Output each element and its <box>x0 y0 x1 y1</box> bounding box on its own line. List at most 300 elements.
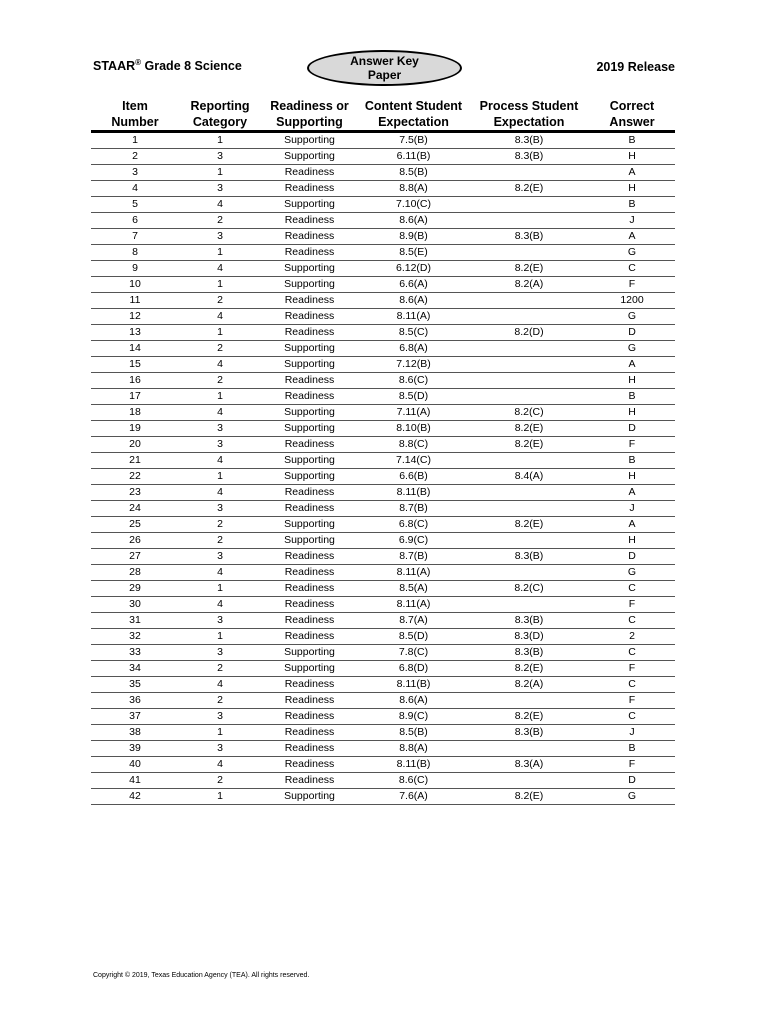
cell-readiness-supporting: Supporting <box>261 277 358 293</box>
table-row <box>91 549 675 565</box>
cell-process-expectation: 8.2(A) <box>469 277 589 293</box>
cell-content-expectation: 8.6(A) <box>358 293 469 309</box>
table-row <box>91 132 675 149</box>
cell-item-number: 7 <box>91 229 179 245</box>
cell-item-number: 12 <box>91 309 179 325</box>
table-row <box>91 741 675 757</box>
cell-readiness-supporting: Readiness <box>261 309 358 325</box>
cell-correct-answer: F <box>589 693 675 709</box>
cell-process-expectation: 8.3(B) <box>469 549 589 565</box>
cell-correct-answer: B <box>589 453 675 469</box>
cell-item-number: 9 <box>91 261 179 277</box>
cell-content-expectation: 8.6(C) <box>358 773 469 789</box>
table-row <box>91 581 675 597</box>
cell-correct-answer: A <box>589 357 675 373</box>
cell-process-expectation <box>469 213 589 229</box>
cell-correct-answer: D <box>589 773 675 789</box>
table-row <box>91 453 675 469</box>
cell-content-expectation: 7.10(C) <box>358 197 469 213</box>
cell-correct-answer: H <box>589 149 675 165</box>
table-body <box>91 132 675 805</box>
cell-content-expectation: 8.7(A) <box>358 613 469 629</box>
cell-readiness-supporting: Readiness <box>261 709 358 725</box>
cell-reporting-category: 3 <box>179 549 261 565</box>
cell-readiness-supporting: Readiness <box>261 437 358 453</box>
cell-reporting-category: 1 <box>179 789 261 805</box>
answer-key-badge <box>307 50 462 86</box>
cell-process-expectation: 8.2(E) <box>469 421 589 437</box>
cell-item-number: 19 <box>91 421 179 437</box>
cell-item-number: 15 <box>91 357 179 373</box>
cell-item-number: 34 <box>91 661 179 677</box>
cell-correct-answer: A <box>589 485 675 501</box>
cell-reporting-category: 1 <box>179 165 261 181</box>
table-row <box>91 533 675 549</box>
cell-correct-answer: C <box>589 709 675 725</box>
cell-process-expectation <box>469 357 589 373</box>
cell-reporting-category: 4 <box>179 485 261 501</box>
cell-item-number: 28 <box>91 565 179 581</box>
cell-correct-answer: B <box>589 741 675 757</box>
cell-item-number: 4 <box>91 181 179 197</box>
cell-readiness-supporting: Readiness <box>261 725 358 741</box>
cell-content-expectation: 8.11(B) <box>358 757 469 773</box>
cell-item-number: 11 <box>91 293 179 309</box>
answer-key-table <box>91 96 675 805</box>
cell-content-expectation: 6.12(D) <box>358 261 469 277</box>
cell-item-number: 20 <box>91 437 179 453</box>
cell-readiness-supporting: Supporting <box>261 357 358 373</box>
cell-readiness-supporting: Readiness <box>261 757 358 773</box>
cell-readiness-supporting: Supporting <box>261 469 358 485</box>
cell-item-number: 31 <box>91 613 179 629</box>
table-row <box>91 597 675 613</box>
cell-reporting-category: 2 <box>179 517 261 533</box>
table-row <box>91 565 675 581</box>
badge-line2: Paper <box>367 68 402 82</box>
cell-reporting-category: 4 <box>179 405 261 421</box>
cell-reporting-category: 1 <box>179 245 261 261</box>
table-row <box>91 677 675 693</box>
cell-readiness-supporting: Readiness <box>261 565 358 581</box>
cell-content-expectation: 8.11(A) <box>358 309 469 325</box>
table-row <box>91 277 675 293</box>
test-title: STAAR® Grade 8 Science <box>93 58 242 74</box>
cell-readiness-supporting: Supporting <box>261 341 358 357</box>
cell-correct-answer: C <box>589 677 675 693</box>
cell-process-expectation <box>469 453 589 469</box>
table-row <box>91 245 675 261</box>
cell-item-number: 32 <box>91 629 179 645</box>
cell-reporting-category: 2 <box>179 661 261 677</box>
cell-reporting-category: 3 <box>179 149 261 165</box>
cell-process-expectation: 8.3(B) <box>469 229 589 245</box>
cell-item-number: 23 <box>91 485 179 501</box>
document-header <box>93 50 675 90</box>
cell-item-number: 36 <box>91 693 179 709</box>
cell-process-expectation: 8.2(C) <box>469 581 589 597</box>
cell-reporting-category: 4 <box>179 453 261 469</box>
cell-content-expectation: 6.8(D) <box>358 661 469 677</box>
cell-correct-answer: A <box>589 229 675 245</box>
cell-readiness-supporting: Readiness <box>261 581 358 597</box>
cell-content-expectation: 7.14(C) <box>358 453 469 469</box>
cell-readiness-supporting: Supporting <box>261 405 358 421</box>
cell-readiness-supporting: Supporting <box>261 453 358 469</box>
table-row <box>91 293 675 309</box>
cell-reporting-category: 4 <box>179 357 261 373</box>
cell-correct-answer: A <box>589 165 675 181</box>
cell-reporting-category: 3 <box>179 501 261 517</box>
cell-reporting-category: 2 <box>179 213 261 229</box>
cell-reporting-category: 4 <box>179 197 261 213</box>
cell-content-expectation: 6.11(B) <box>358 149 469 165</box>
cell-reporting-category: 1 <box>179 581 261 597</box>
cell-process-expectation: 8.3(B) <box>469 725 589 741</box>
cell-reporting-category: 4 <box>179 565 261 581</box>
cell-content-expectation: 8.9(C) <box>358 709 469 725</box>
cell-content-expectation: 8.5(C) <box>358 325 469 341</box>
cell-content-expectation: 7.11(A) <box>358 405 469 421</box>
cell-process-expectation <box>469 197 589 213</box>
table-header-row <box>91 96 675 132</box>
cell-item-number: 21 <box>91 453 179 469</box>
cell-process-expectation: 8.2(A) <box>469 677 589 693</box>
table-row <box>91 213 675 229</box>
table-row <box>91 181 675 197</box>
cell-process-expectation <box>469 293 589 309</box>
cell-item-number: 42 <box>91 789 179 805</box>
header-process-expectation: Process Student Expectation <box>469 96 589 132</box>
cell-reporting-category: 1 <box>179 629 261 645</box>
cell-readiness-supporting: Supporting <box>261 261 358 277</box>
cell-process-expectation: 8.4(A) <box>469 469 589 485</box>
cell-process-expectation <box>469 165 589 181</box>
cell-process-expectation: 8.3(B) <box>469 149 589 165</box>
table-row <box>91 629 675 645</box>
cell-readiness-supporting: Supporting <box>261 197 358 213</box>
cell-item-number: 3 <box>91 165 179 181</box>
cell-process-expectation: 8.2(E) <box>469 517 589 533</box>
table-row <box>91 341 675 357</box>
cell-item-number: 40 <box>91 757 179 773</box>
cell-item-number: 26 <box>91 533 179 549</box>
cell-content-expectation: 8.11(A) <box>358 597 469 613</box>
cell-item-number: 39 <box>91 741 179 757</box>
cell-content-expectation: 8.5(D) <box>358 389 469 405</box>
cell-content-expectation: 8.11(A) <box>358 565 469 581</box>
cell-reporting-category: 2 <box>179 533 261 549</box>
table-row <box>91 469 675 485</box>
cell-process-expectation <box>469 693 589 709</box>
cell-process-expectation <box>469 773 589 789</box>
cell-process-expectation <box>469 501 589 517</box>
cell-process-expectation <box>469 485 589 501</box>
cell-item-number: 1 <box>91 132 179 149</box>
cell-reporting-category: 3 <box>179 421 261 437</box>
cell-content-expectation: 8.5(B) <box>358 165 469 181</box>
cell-item-number: 6 <box>91 213 179 229</box>
cell-item-number: 33 <box>91 645 179 661</box>
cell-item-number: 14 <box>91 341 179 357</box>
cell-process-expectation <box>469 533 589 549</box>
cell-process-expectation: 8.2(E) <box>469 437 589 453</box>
table-row <box>91 325 675 341</box>
table-row <box>91 645 675 661</box>
table-row <box>91 357 675 373</box>
header-item-number: Item Number <box>91 96 179 132</box>
cell-content-expectation: 8.11(B) <box>358 677 469 693</box>
header-content-expectation: Content Student Expectation <box>358 96 469 132</box>
cell-content-expectation: 8.6(C) <box>358 373 469 389</box>
cell-content-expectation: 8.11(B) <box>358 485 469 501</box>
cell-correct-answer: G <box>589 341 675 357</box>
cell-readiness-supporting: Readiness <box>261 325 358 341</box>
cell-reporting-category: 2 <box>179 373 261 389</box>
table-row <box>91 373 675 389</box>
cell-process-expectation: 8.2(C) <box>469 405 589 421</box>
cell-content-expectation: 7.12(B) <box>358 357 469 373</box>
cell-content-expectation: 8.5(A) <box>358 581 469 597</box>
cell-readiness-supporting: Readiness <box>261 597 358 613</box>
cell-item-number: 29 <box>91 581 179 597</box>
cell-readiness-supporting: Supporting <box>261 533 358 549</box>
cell-correct-answer: G <box>589 565 675 581</box>
cell-readiness-supporting: Readiness <box>261 773 358 789</box>
table-row <box>91 725 675 741</box>
cell-readiness-supporting: Readiness <box>261 181 358 197</box>
cell-readiness-supporting: Readiness <box>261 549 358 565</box>
table-row <box>91 709 675 725</box>
cell-correct-answer: B <box>589 197 675 213</box>
cell-readiness-supporting: Readiness <box>261 229 358 245</box>
table-row <box>91 501 675 517</box>
cell-reporting-category: 2 <box>179 293 261 309</box>
cell-content-expectation: 8.8(A) <box>358 741 469 757</box>
cell-correct-answer: G <box>589 245 675 261</box>
cell-correct-answer: D <box>589 549 675 565</box>
cell-readiness-supporting: Supporting <box>261 149 358 165</box>
cell-correct-answer: F <box>589 277 675 293</box>
cell-reporting-category: 1 <box>179 389 261 405</box>
cell-reporting-category: 4 <box>179 309 261 325</box>
cell-readiness-supporting: Supporting <box>261 421 358 437</box>
cell-content-expectation: 8.7(B) <box>358 549 469 565</box>
cell-reporting-category: 1 <box>179 469 261 485</box>
cell-readiness-supporting: Readiness <box>261 213 358 229</box>
table-row <box>91 309 675 325</box>
cell-process-expectation <box>469 565 589 581</box>
cell-process-expectation: 8.3(D) <box>469 629 589 645</box>
table-row <box>91 197 675 213</box>
cell-correct-answer: H <box>589 373 675 389</box>
table-row <box>91 485 675 501</box>
cell-readiness-supporting: Readiness <box>261 677 358 693</box>
cell-item-number: 30 <box>91 597 179 613</box>
cell-readiness-supporting: Readiness <box>261 293 358 309</box>
cell-reporting-category: 1 <box>179 132 261 149</box>
cell-item-number: 27 <box>91 549 179 565</box>
cell-process-expectation: 8.2(E) <box>469 709 589 725</box>
cell-readiness-supporting: Readiness <box>261 165 358 181</box>
cell-correct-answer: F <box>589 757 675 773</box>
cell-content-expectation: 6.9(C) <box>358 533 469 549</box>
table-row <box>91 261 675 277</box>
cell-item-number: 41 <box>91 773 179 789</box>
cell-readiness-supporting: Supporting <box>261 789 358 805</box>
cell-process-expectation <box>469 389 589 405</box>
cell-content-expectation: 8.5(D) <box>358 629 469 645</box>
cell-correct-answer: B <box>589 132 675 149</box>
cell-readiness-supporting: Readiness <box>261 485 358 501</box>
cell-content-expectation: 8.9(B) <box>358 229 469 245</box>
table-row <box>91 389 675 405</box>
cell-correct-answer: D <box>589 325 675 341</box>
cell-reporting-category: 4 <box>179 757 261 773</box>
cell-process-expectation: 8.2(E) <box>469 181 589 197</box>
cell-content-expectation: 8.7(B) <box>358 501 469 517</box>
cell-content-expectation: 8.5(E) <box>358 245 469 261</box>
cell-correct-answer: G <box>589 309 675 325</box>
cell-readiness-supporting: Supporting <box>261 517 358 533</box>
cell-reporting-category: 3 <box>179 181 261 197</box>
cell-correct-answer: J <box>589 725 675 741</box>
cell-reporting-category: 4 <box>179 677 261 693</box>
cell-item-number: 2 <box>91 149 179 165</box>
cell-correct-answer: J <box>589 501 675 517</box>
cell-content-expectation: 8.6(A) <box>358 693 469 709</box>
cell-reporting-category: 1 <box>179 325 261 341</box>
cell-process-expectation <box>469 309 589 325</box>
cell-process-expectation: 8.2(E) <box>469 789 589 805</box>
cell-correct-answer: 2 <box>589 629 675 645</box>
cell-readiness-supporting: Readiness <box>261 389 358 405</box>
cell-item-number: 37 <box>91 709 179 725</box>
table-row <box>91 149 675 165</box>
table-row <box>91 405 675 421</box>
cell-correct-answer: J <box>589 213 675 229</box>
cell-correct-answer: C <box>589 261 675 277</box>
table-row <box>91 437 675 453</box>
cell-readiness-supporting: Supporting <box>261 645 358 661</box>
cell-item-number: 13 <box>91 325 179 341</box>
cell-item-number: 17 <box>91 389 179 405</box>
cell-correct-answer: F <box>589 597 675 613</box>
cell-process-expectation <box>469 245 589 261</box>
cell-item-number: 24 <box>91 501 179 517</box>
header-readiness-supporting: Readiness or Supporting <box>261 96 358 132</box>
cell-reporting-category: 3 <box>179 741 261 757</box>
table-row <box>91 229 675 245</box>
cell-content-expectation: 8.6(A) <box>358 213 469 229</box>
cell-item-number: 18 <box>91 405 179 421</box>
table-row <box>91 661 675 677</box>
cell-item-number: 10 <box>91 277 179 293</box>
cell-readiness-supporting: Readiness <box>261 629 358 645</box>
cell-content-expectation: 7.6(A) <box>358 789 469 805</box>
cell-correct-answer: G <box>589 789 675 805</box>
cell-item-number: 22 <box>91 469 179 485</box>
cell-readiness-supporting: Readiness <box>261 245 358 261</box>
cell-correct-answer: H <box>589 405 675 421</box>
cell-process-expectation <box>469 341 589 357</box>
cell-process-expectation <box>469 597 589 613</box>
cell-correct-answer: B <box>589 389 675 405</box>
cell-readiness-supporting: Readiness <box>261 373 358 389</box>
cell-content-expectation: 8.5(B) <box>358 725 469 741</box>
cell-reporting-category: 4 <box>179 597 261 613</box>
cell-readiness-supporting: Readiness <box>261 501 358 517</box>
cell-item-number: 8 <box>91 245 179 261</box>
table-row <box>91 421 675 437</box>
cell-correct-answer: A <box>589 517 675 533</box>
cell-reporting-category: 3 <box>179 645 261 661</box>
cell-reporting-category: 1 <box>179 725 261 741</box>
cell-correct-answer: C <box>589 645 675 661</box>
cell-process-expectation <box>469 373 589 389</box>
cell-readiness-supporting: Supporting <box>261 132 358 149</box>
cell-reporting-category: 3 <box>179 229 261 245</box>
table-row <box>91 165 675 181</box>
cell-content-expectation: 8.8(C) <box>358 437 469 453</box>
cell-item-number: 5 <box>91 197 179 213</box>
cell-content-expectation: 8.8(A) <box>358 181 469 197</box>
header-reporting-category: Reporting Category <box>179 96 261 132</box>
badge-line1: Answer Key <box>350 54 419 68</box>
cell-correct-answer: C <box>589 613 675 629</box>
cell-process-expectation: 8.3(B) <box>469 132 589 149</box>
table-row <box>91 757 675 773</box>
cell-content-expectation: 8.10(B) <box>358 421 469 437</box>
cell-correct-answer: H <box>589 181 675 197</box>
cell-process-expectation: 8.3(B) <box>469 613 589 629</box>
cell-process-expectation: 8.2(E) <box>469 261 589 277</box>
cell-reporting-category: 1 <box>179 277 261 293</box>
cell-content-expectation: 6.8(A) <box>358 341 469 357</box>
cell-correct-answer: H <box>589 533 675 549</box>
cell-content-expectation: 7.5(B) <box>358 132 469 149</box>
cell-reporting-category: 2 <box>179 773 261 789</box>
cell-correct-answer: F <box>589 437 675 453</box>
cell-readiness-supporting: Readiness <box>261 741 358 757</box>
cell-readiness-supporting: Readiness <box>261 613 358 629</box>
cell-item-number: 35 <box>91 677 179 693</box>
cell-reporting-category: 3 <box>179 613 261 629</box>
cell-reporting-category: 2 <box>179 341 261 357</box>
cell-process-expectation: 8.3(B) <box>469 645 589 661</box>
cell-process-expectation <box>469 741 589 757</box>
cell-process-expectation: 8.2(D) <box>469 325 589 341</box>
header-correct-answer: Correct Answer <box>589 96 675 132</box>
cell-correct-answer: D <box>589 421 675 437</box>
table-row <box>91 613 675 629</box>
cell-process-expectation: 8.3(A) <box>469 757 589 773</box>
cell-correct-answer: C <box>589 581 675 597</box>
cell-readiness-supporting: Readiness <box>261 693 358 709</box>
cell-correct-answer: F <box>589 661 675 677</box>
copyright-footer: Copyright © 2019, Texas Education Agency (TEA). All rights reserved. <box>93 972 310 979</box>
cell-content-expectation: 6.6(B) <box>358 469 469 485</box>
table-row <box>91 693 675 709</box>
cell-process-expectation: 8.2(E) <box>469 661 589 677</box>
cell-reporting-category: 3 <box>179 709 261 725</box>
cell-correct-answer: H <box>589 469 675 485</box>
registered-mark: ® <box>135 58 142 67</box>
table-row <box>91 517 675 533</box>
table-row <box>91 773 675 789</box>
release-label: 2019 Release <box>596 60 675 74</box>
cell-content-expectation: 6.6(A) <box>358 277 469 293</box>
